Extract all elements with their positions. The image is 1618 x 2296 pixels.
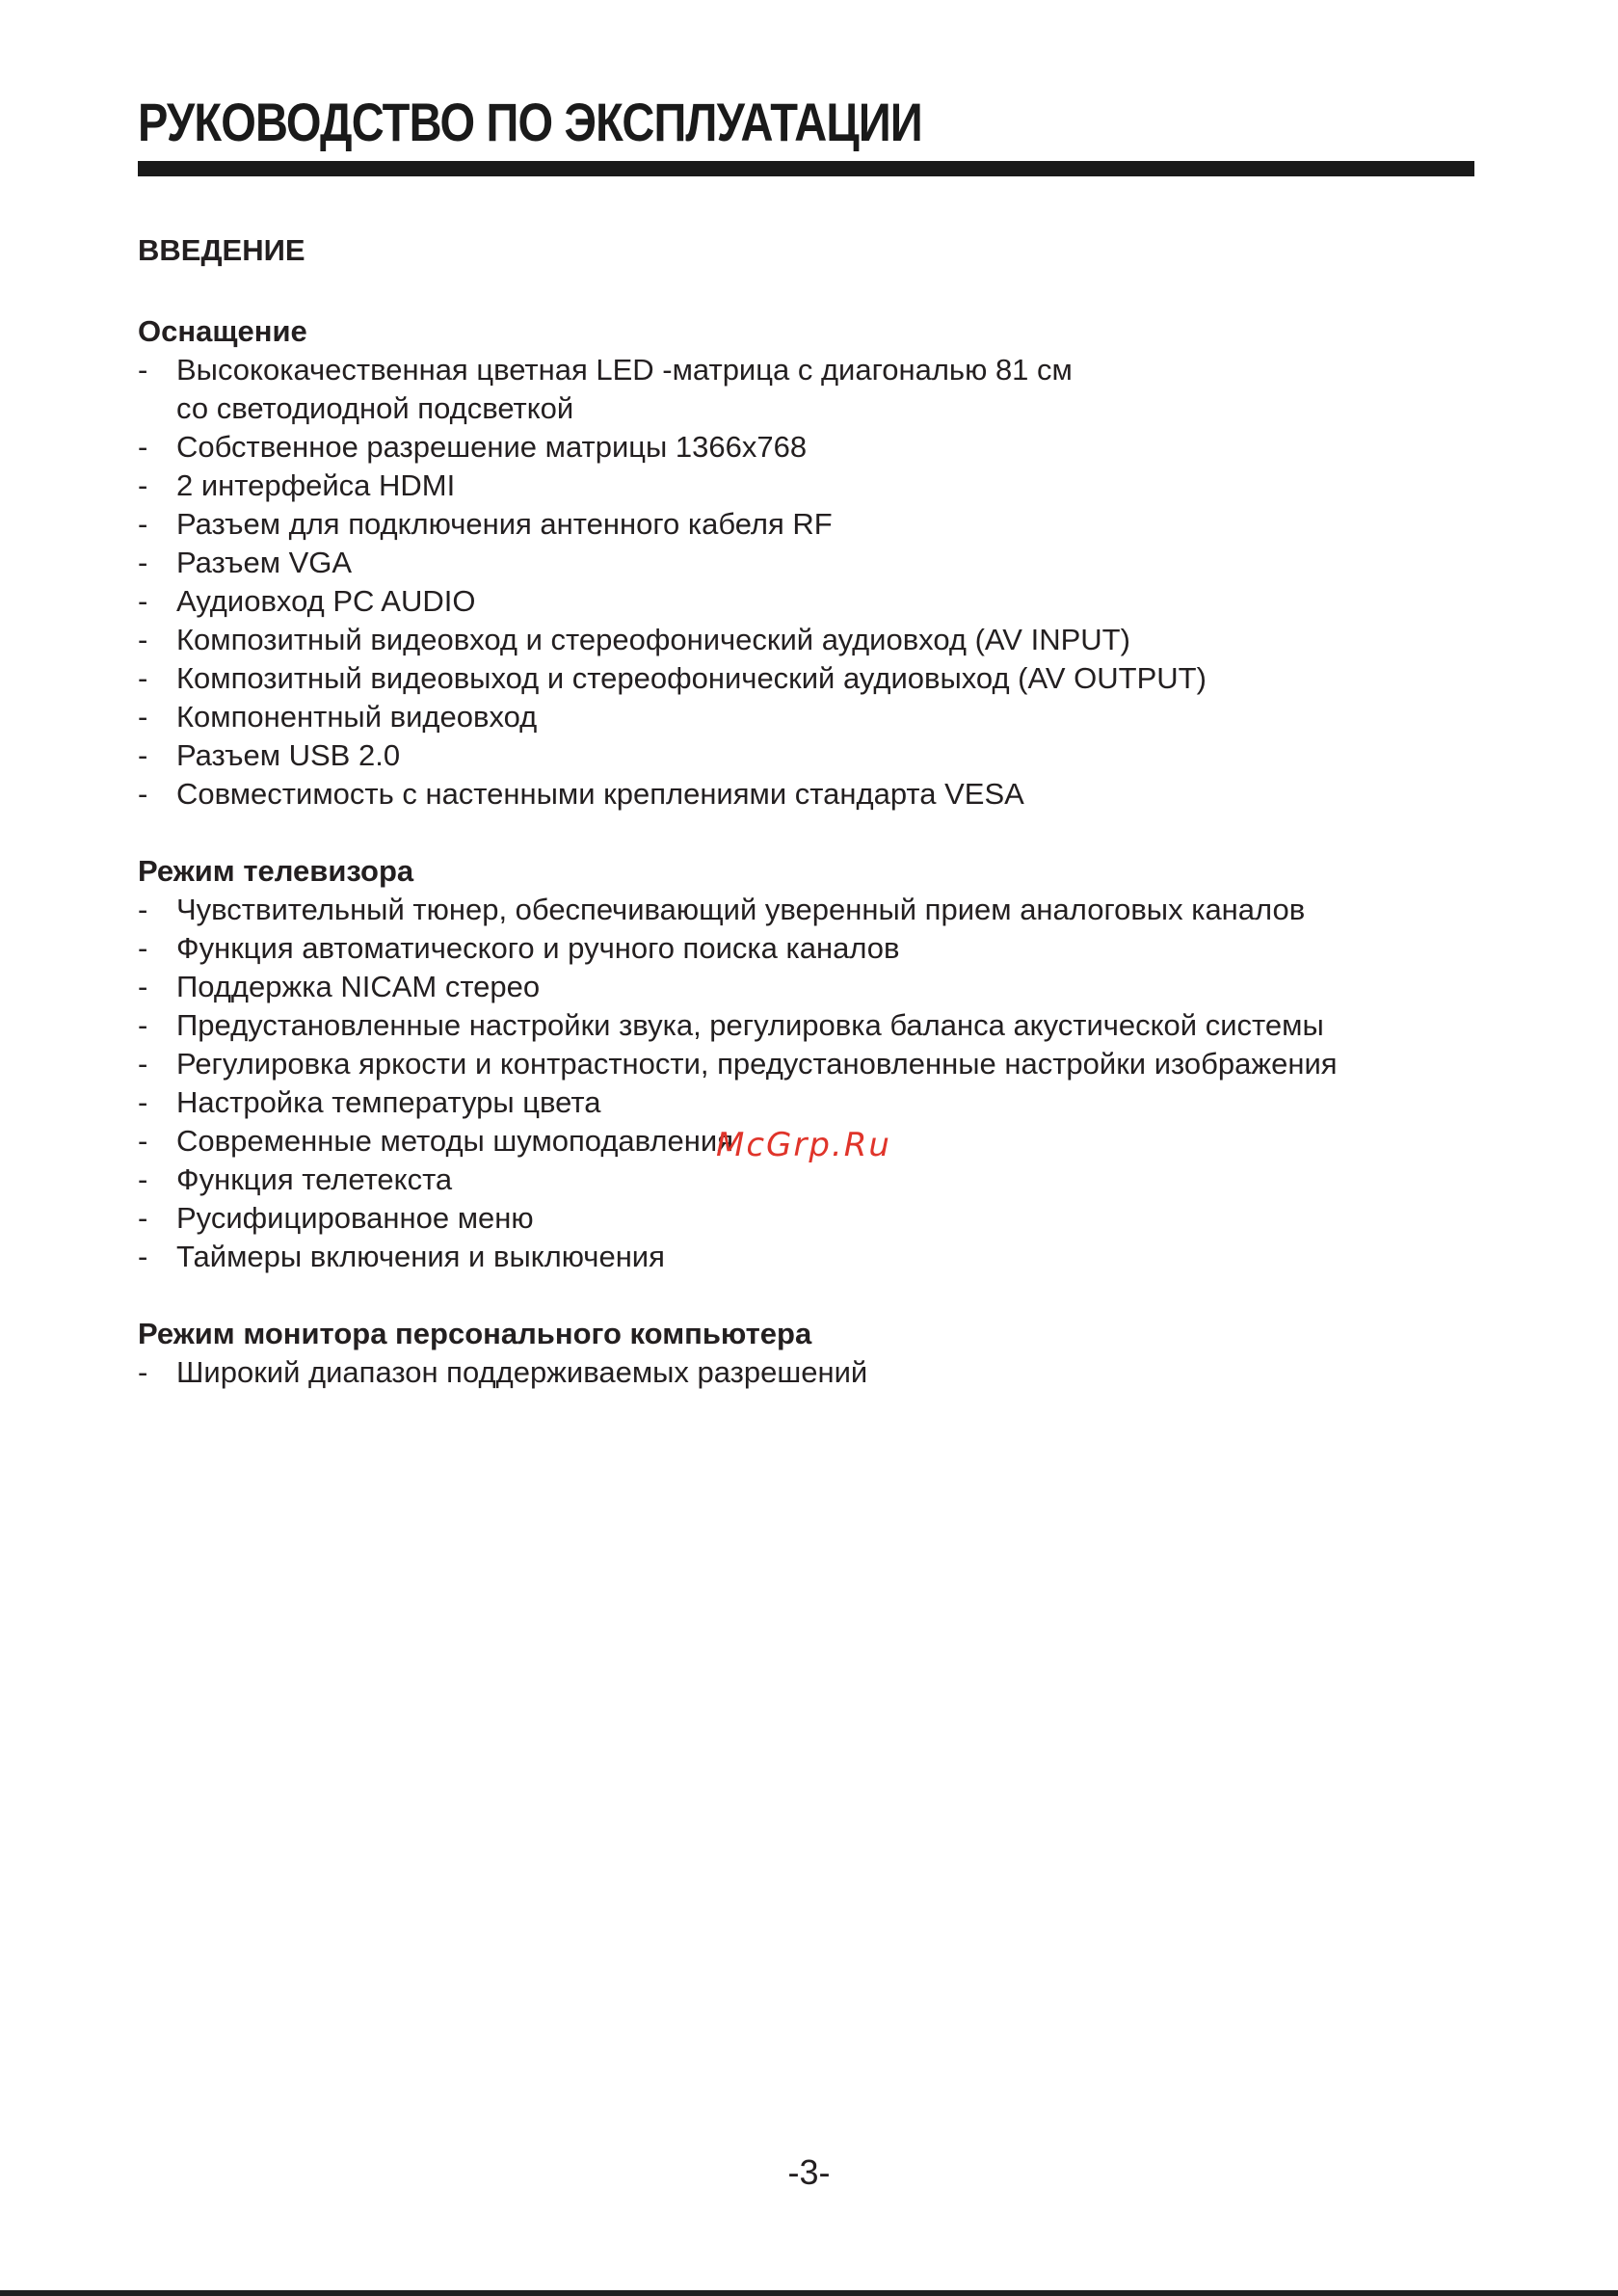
list-item: - Собственное разрешение матрицы 1366x768 <box>138 428 1487 467</box>
list-item: - Разъем для подключения антенного кабеля RF <box>138 505 1487 544</box>
list-item: - Регулировка яркости и контрастности, предустановленные настройки изображения <box>138 1045 1487 1083</box>
bullet-dash: - <box>138 661 148 695</box>
page-bottom-edge <box>0 2290 1618 2296</box>
page-title: РУКОВОДСТВО ПО ЭКСПЛУАТАЦИИ <box>138 92 922 152</box>
bullet-dash: - <box>138 584 148 618</box>
section-spacer <box>138 1276 1487 1315</box>
bullet-dash: - <box>138 738 148 772</box>
section-heading-pc-monitor: Режим монитора персонального компьютера <box>138 1317 812 1350</box>
list-item: - Современные методы шумоподавления <box>138 1122 1487 1161</box>
section-pc-monitor <box>138 1315 1487 1392</box>
bullet-dash: - <box>138 777 148 811</box>
document-body <box>138 231 1487 1392</box>
list-item: - Русифицированное меню <box>138 1199 1487 1238</box>
bullet-dash: - <box>138 970 148 1003</box>
bullet-dash: - <box>138 700 148 734</box>
section-tv-mode <box>138 852 1487 1276</box>
list-item: - Функция автоматического и ручного поиска каналов <box>138 929 1487 968</box>
list-item: - Совместимость с настенными креплениями стандарта VESA <box>138 775 1487 814</box>
list-item: - 2 интерфейса HDMI <box>138 467 1487 505</box>
bullet-dash: - <box>138 931 148 965</box>
list-item: - Аудиовход PC AUDIO <box>138 582 1487 621</box>
bullet-dash: - <box>138 1240 148 1273</box>
section-spacer <box>138 814 1487 852</box>
bullet-dash: - <box>138 1085 148 1119</box>
equipment-list <box>138 351 1487 814</box>
section-equipment <box>138 312 1487 814</box>
bullet-dash: - <box>138 507 148 541</box>
bullet-dash: - <box>138 1047 148 1081</box>
list-item: - Высококачественная цветная LED -матрица с диагональю 81 см со светодиодной подсветкой <box>138 353 1073 425</box>
page-number: -3- <box>787 2152 831 2192</box>
pc-monitor-list <box>138 1353 1487 1392</box>
list-item: - Поддержка NICAM стерео <box>138 968 1487 1006</box>
list-item: - Функция телетекста <box>138 1161 1487 1199</box>
list-item: - Широкий диапазон поддерживаемых разрешений <box>138 1353 1487 1392</box>
title-rule <box>138 161 1474 176</box>
watermark: McGrp.Ru <box>716 1126 891 1164</box>
bullet-dash: - <box>138 893 148 926</box>
list-item: - Предустановленные настройки звука, регулировка баланса акустической системы <box>138 1006 1487 1045</box>
bullet-dash: - <box>138 546 148 579</box>
list-item: - Таймеры включения и выключения <box>138 1238 1487 1276</box>
section-heading-tv-mode: Режим телевизора <box>138 854 414 888</box>
section-heading-equipment: Оснащение <box>138 314 307 348</box>
bullet-dash: - <box>138 468 148 502</box>
bullet-dash: - <box>138 1201 148 1235</box>
bullet-dash: - <box>138 353 148 387</box>
bullet-dash: - <box>138 1355 148 1389</box>
list-item: - Компонентный видеовход <box>138 698 1487 736</box>
list-item: - Разъем USB 2.0 <box>138 736 1487 775</box>
list-item: - Настройка температуры цвета <box>138 1083 1487 1122</box>
bullet-dash: - <box>138 1124 148 1158</box>
bullet-dash: - <box>138 623 148 656</box>
list-item: - Композитный видеовход и стереофонический аудиовход (AV INPUT) <box>138 621 1487 659</box>
intro-heading: ВВЕДЕНИЕ <box>138 233 305 267</box>
tv-mode-list <box>138 891 1487 1276</box>
bullet-dash: - <box>138 1008 148 1042</box>
list-item: - Чувствительный тюнер, обеспечивающий уверенный прием аналоговых каналов <box>138 891 1487 929</box>
bullet-dash: - <box>138 430 148 464</box>
list-item: - Разъем VGA <box>138 544 1487 582</box>
bullet-dash: - <box>138 1162 148 1196</box>
list-item: - Композитный видеовыход и стереофонический аудиовыход (AV OUTPUT) <box>138 659 1487 698</box>
